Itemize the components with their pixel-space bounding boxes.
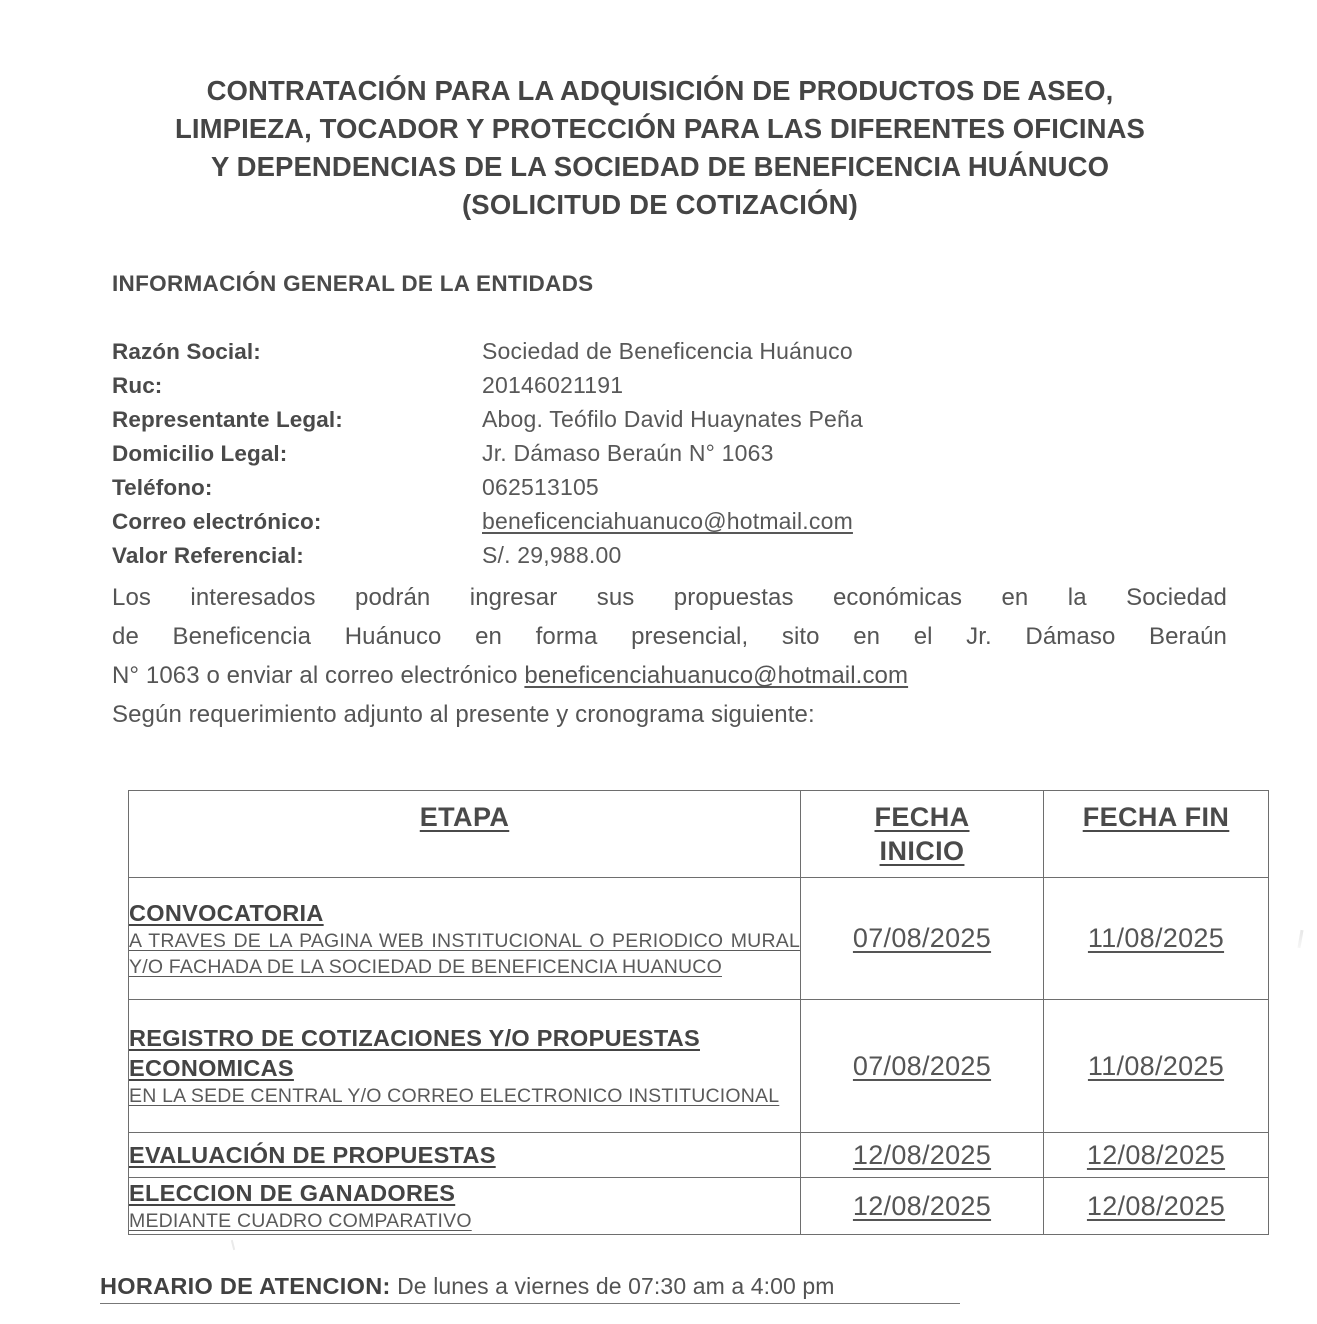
info-label-correo-electronico: Correo electrónico: (112, 509, 322, 534)
etapa-desc-eleccion-ganadores: MEDIANTE CUADRO COMPARATIVO (129, 1210, 472, 1232)
table-row (129, 1000, 1269, 1133)
info-row-domicilio-legal (112, 440, 1222, 474)
date-text: 12/08/2025 (1086, 1139, 1226, 1170)
footer-attention-value: De lunes a viernes de 07:30 am a 4:00 pm (390, 1273, 835, 1299)
etapa-title-evaluacion-propuestas: EVALUACIÓN DE PROPUESTAS (129, 1142, 496, 1168)
info-row-correo-electronico (112, 508, 1222, 542)
info-value-razon-social: Sociedad de Beneficencia Huánuco (482, 338, 853, 364)
info-value-telefono: 062513105 (482, 474, 599, 500)
cell-fecha-fin-convocatoria (1044, 878, 1269, 1000)
cell-etapa-eleccion-ganadores (129, 1178, 801, 1235)
scan-artifact-below-table (231, 1240, 235, 1250)
info-value-correo-electronico[interactable]: beneficenciahuanuco@hotmail.com (482, 508, 853, 534)
date-text: 07/08/2025 (852, 1050, 992, 1081)
info-value-valor-referencial: S/. 29,988.00 (482, 542, 622, 568)
table-header-row (129, 791, 1269, 878)
date-text: 11/08/2025 (1087, 923, 1225, 953)
cell-fecha-inicio-registro-cotizaciones (801, 1000, 1044, 1133)
title-line-4: (SOLICITUD DE COTIZACIÓN) (461, 189, 859, 220)
cell-etapa-evaluacion-propuestas (129, 1133, 801, 1178)
footer-attention-label: HORARIO DE ATENCION: (100, 1273, 391, 1299)
schedule-table (128, 790, 1269, 1235)
cell-fecha-fin-eleccion-ganadores (1044, 1178, 1269, 1235)
date-text: 12/08/2025 (852, 1190, 992, 1221)
info-row-representante-legal (112, 406, 1222, 440)
info-label-telefono: Teléfono: (112, 475, 213, 500)
etapa-title-convocatoria: CONVOCATORIA (129, 899, 324, 926)
info-label-valor-referencial: Valor Referencial: (112, 543, 304, 568)
info-label-razon-social: Razón Social: (112, 339, 261, 364)
entity-info-list (112, 338, 1222, 576)
info-value-representante-legal: Abog. Teófilo David Huaynates Peña (482, 406, 864, 432)
cell-fecha-fin-registro-cotizaciones (1044, 1000, 1269, 1133)
column-header-etapa (129, 791, 801, 878)
info-row-valor-referencial (112, 542, 1222, 576)
column-header-fecha-fin-label: FECHA FIN (1082, 802, 1230, 832)
info-label-representante-legal: Representante Legal: (112, 407, 343, 432)
column-header-etapa-label: ETAPA (419, 802, 510, 832)
cell-fecha-inicio-eleccion-ganadores (801, 1178, 1044, 1235)
etapa-desc-convocatoria: A TRAVES DE LA PAGINA WEB INSTITUCIONAL O PERIODICO MURAL Y/O FACHADA DE LA SOCIEDAD DE BENEFICENCIA HUANUCO (129, 929, 800, 978)
section-heading-general-info: INFORMACIÓN GENERAL DE LA ENTIDADS (112, 271, 594, 296)
intro-paragraph (112, 578, 1227, 734)
cell-etapa-registro-cotizaciones (129, 1000, 801, 1133)
cell-etapa-convocatoria (129, 878, 801, 1000)
cell-fecha-inicio-evaluacion-propuestas (801, 1133, 1044, 1178)
date-text: 12/08/2025 (1086, 1190, 1226, 1221)
etapa-desc-registro-cotizaciones: EN LA SEDE CENTRAL Y/O CORREO ELECTRONICO INSTITUCIONAL (129, 1085, 780, 1107)
paragraph-email-link[interactable]: beneficenciahuanuco@hotmail.com (524, 662, 909, 689)
paragraph-line-3-text: N° 1063 o enviar al correo electrónico (112, 662, 525, 689)
info-value-domicilio-legal: Jr. Dámaso Beraún N° 1063 (482, 440, 774, 466)
cell-fecha-fin-evaluacion-propuestas (1044, 1133, 1269, 1178)
scan-artifact-right-edge (1297, 930, 1303, 948)
table-row (129, 1178, 1269, 1235)
column-header-fecha-inicio-line1: FECHA (874, 802, 970, 832)
info-label-ruc: Ruc: (112, 373, 163, 398)
etapa-title-registro-cotizaciones: REGISTRO DE COTIZACIONES Y/O PROPUESTAS ECONOMICAS (129, 1025, 700, 1081)
footer-attention-hours (100, 1273, 960, 1304)
info-value-ruc: 20146021191 (482, 372, 624, 398)
date-text: 07/08/2025 (852, 923, 992, 953)
table-row (129, 1133, 1269, 1178)
title-line-3: Y DEPENDENCIAS DE LA SOCIEDAD DE BENEFICENCIA HUÁNUCO (210, 151, 1110, 182)
paragraph-line-2: de Beneficencia Huánuco en forma presencial, sito en el Jr. Dámaso Beraún (112, 623, 1227, 650)
column-header-fecha-inicio (801, 791, 1044, 878)
paragraph-line-3 (112, 656, 1227, 695)
date-text: 11/08/2025 (1087, 1050, 1225, 1081)
info-row-razon-social (112, 338, 1222, 372)
cell-fecha-inicio-convocatoria (801, 878, 1044, 1000)
title-line-2: LIMPIEZA, TOCADOR Y PROTECCIÓN PARA LAS DIFERENTES OFICINAS (175, 113, 1145, 144)
paragraph-line-1: Los interesados podrán ingresar sus propuestas económicas en la Sociedad (112, 584, 1227, 611)
title-line-1: CONTRATACIÓN PARA LA ADQUISICIÓN DE PRODUCTOS DE ASEO, (206, 75, 1114, 106)
date-text: 12/08/2025 (852, 1139, 992, 1170)
column-header-fecha-inicio-line2: INICIO (879, 836, 965, 866)
paragraph-line-4: Según requerimiento adjunto al presente y cronograma siguiente: (112, 701, 815, 728)
column-header-fecha-fin (1044, 791, 1269, 878)
etapa-title-eleccion-ganadores: ELECCION DE GANADORES (129, 1180, 456, 1206)
table-row (129, 878, 1269, 1000)
info-label-domicilio-legal: Domicilio Legal: (112, 441, 288, 466)
info-row-telefono (112, 474, 1222, 508)
info-row-ruc (112, 372, 1222, 406)
page-title (100, 72, 1220, 224)
